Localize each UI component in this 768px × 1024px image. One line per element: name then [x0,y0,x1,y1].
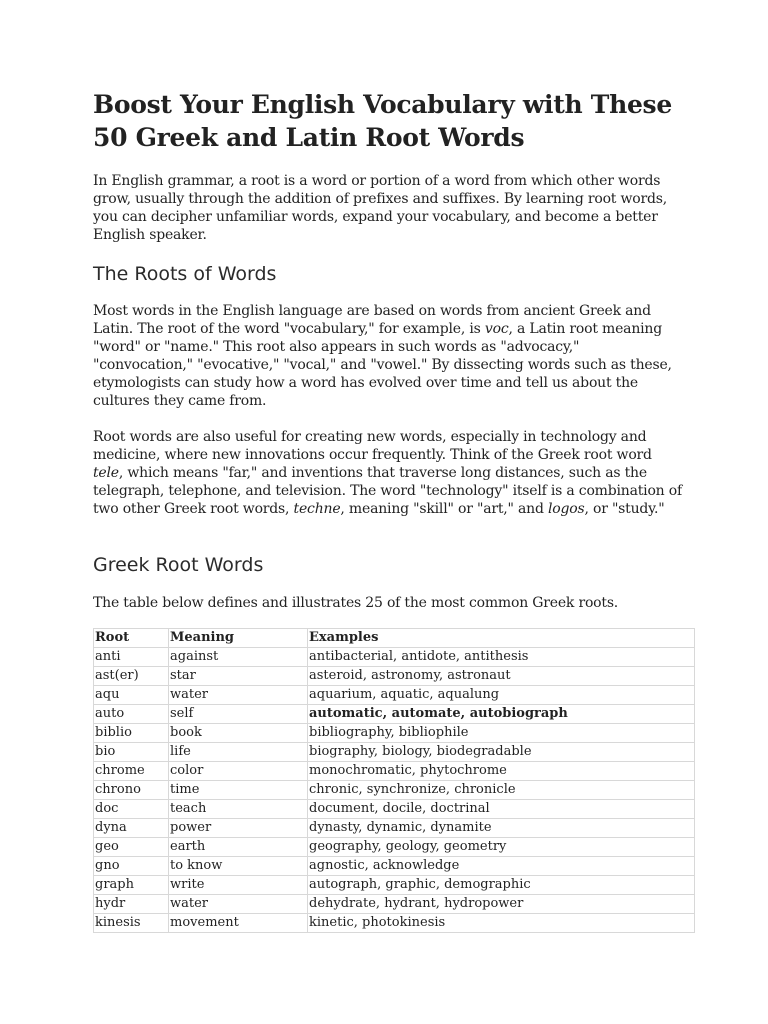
greek-roots-table [93,628,695,933]
table-row [94,762,695,781]
root-cell: kinesis [94,914,169,933]
italic-term: tele [93,465,119,481]
text-run: , a Latin root meaning "word" or "name." This root also appears in such words as "advocacy," "convocation," "evocative," "vocal," and "vowel." By dissecting words such as these, etymologists can study how a word has evolved over time and tell us about the cultures they came from. [93,321,672,409]
table-row [94,876,695,895]
table-row [94,648,695,667]
examples-cell: aquarium, aquatic, aqualung [308,686,695,705]
meaning-cell: movement [169,914,308,933]
table-row [94,667,695,686]
table-row [94,857,695,876]
examples-cell: dehydrate, hydrant, hydropower [308,895,695,914]
text-run: , meaning "skill" or "art," and [340,501,548,517]
root-cell: biblio [94,724,169,743]
italic-term: techne [293,501,341,517]
root-cell: bio [94,743,169,762]
examples-cell: dynasty, dynamic, dynamite [308,819,695,838]
root-cell: gno [94,857,169,876]
root-cell: chrome [94,762,169,781]
meaning-cell: water [169,686,308,705]
intro-paragraph: In English grammar, a root is a word or portion of a word from which other words grow, usually through the addition of prefixes and suffixes. By learning root words, you can decipher unfamiliar words, expand your vocabulary, and become a better English speaker. [93,173,667,243]
examples-cell: geography, geology, geometry [308,838,695,857]
table-row [94,705,695,724]
root-cell: anti [94,648,169,667]
column-header-examples: Examples [308,629,695,648]
meaning-cell: to know [169,857,308,876]
italic-term: voc [484,321,509,337]
table-row [94,686,695,705]
table-intro: The table below defines and illustrates 25 of the most common Greek roots. [93,595,619,611]
table-row [94,819,695,838]
root-cell: dyna [94,819,169,838]
table-row [94,781,695,800]
examples-cell: antibacterial, antidote, antithesis [308,648,695,667]
italic-term: logos [547,501,585,517]
text-run: , which means "far," and inventions that traverse long distances, such as the telegraph, telephone, and television. The word "technology" itself is a combination of two other Greek root words, [93,465,682,517]
root-cell: hydr [94,895,169,914]
text-run: , or "study." [584,501,665,517]
examples-cell: monochromatic, phytochrome [308,762,695,781]
root-cell: aqu [94,686,169,705]
examples-cell: bibliography, bibliophile [308,724,695,743]
table-row [94,724,695,743]
section-heading-roots-of-words: The Roots of Words [93,263,277,285]
meaning-cell: time [169,781,308,800]
roots-paragraph-1 [93,302,683,410]
text-run: Most words in the English language are based on words from ancient Greek and Latin. The root of the word "vocabulary," for example, is [93,303,651,337]
meaning-cell: power [169,819,308,838]
column-header-root: Root [94,629,169,648]
root-cell: geo [94,838,169,857]
root-cell: ast(er) [94,667,169,686]
examples-cell: autograph, graphic, demographic [308,876,695,895]
root-cell: doc [94,800,169,819]
root-cell: chrono [94,781,169,800]
root-cell: graph [94,876,169,895]
examples-cell: chronic, synchronize, chronicle [308,781,695,800]
meaning-cell: color [169,762,308,781]
meaning-cell: self [169,705,308,724]
meaning-cell: earth [169,838,308,857]
meaning-cell: write [169,876,308,895]
meaning-cell: teach [169,800,308,819]
column-header-meaning: Meaning [169,629,308,648]
table-row [94,800,695,819]
text-run: Root words are also useful for creating new words, especially in technology and medicine, where new innovations occur frequently. Think of the Greek root word [93,429,652,463]
examples-cell: automatic, automate, autobiograph [308,705,695,724]
table-row [94,838,695,857]
examples-cell: document, docile, doctrinal [308,800,695,819]
page-title: Boost Your English Vocabulary with These 50 Greek and Latin Root Words [93,90,672,152]
meaning-cell: against [169,648,308,667]
table-row [94,743,695,762]
examples-cell: kinetic, photokinesis [308,914,695,933]
roots-paragraph-2 [93,428,683,518]
table-row [94,895,695,914]
examples-cell: asteroid, astronomy, astronaut [308,667,695,686]
meaning-cell: water [169,895,308,914]
meaning-cell: book [169,724,308,743]
meaning-cell: star [169,667,308,686]
meaning-cell: life [169,743,308,762]
root-cell: auto [94,705,169,724]
table-header-row [94,629,695,648]
table-row [94,914,695,933]
examples-cell: biography, biology, biodegradable [308,743,695,762]
examples-cell: agnostic, acknowledge [308,857,695,876]
section-heading-greek-root-words: Greek Root Words [93,554,264,576]
